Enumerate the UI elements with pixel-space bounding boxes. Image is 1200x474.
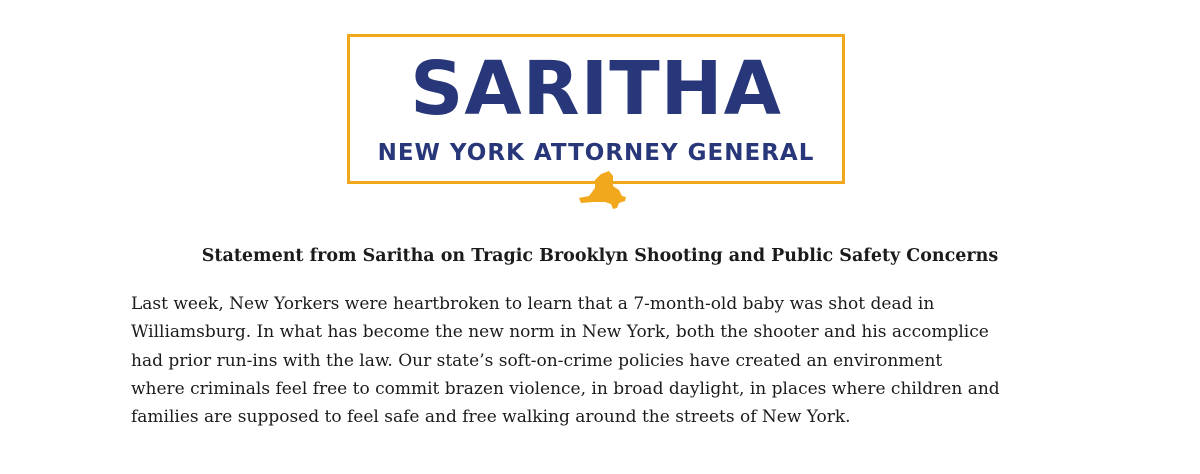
campaign-logo	[347, 34, 845, 184]
statement-headline: Statement from Saritha on Tragic Brooklyn Shooting and Public Safety Concerns	[201, 246, 999, 266]
logo-title: NEW YORK ATTORNEY GENERAL	[377, 140, 815, 166]
statement-body: Last week, New Yorkers were heartbroken to learn that a 7-month-old baby was shot dead in Williamsburg. In what has become the new norm in New York, both the shooter and his accomplice had prior run-ins with the law. Our state’s soft-on-crime policies have created an environment where criminals feel free to commit brazen violence, in broad daylight, in places where children and families are supposed to feel safe and free walking around the streets of New York.	[131, 294, 1000, 428]
new-york-state-icon	[575, 168, 627, 210]
logo-name: SARITHA	[410, 46, 782, 132]
